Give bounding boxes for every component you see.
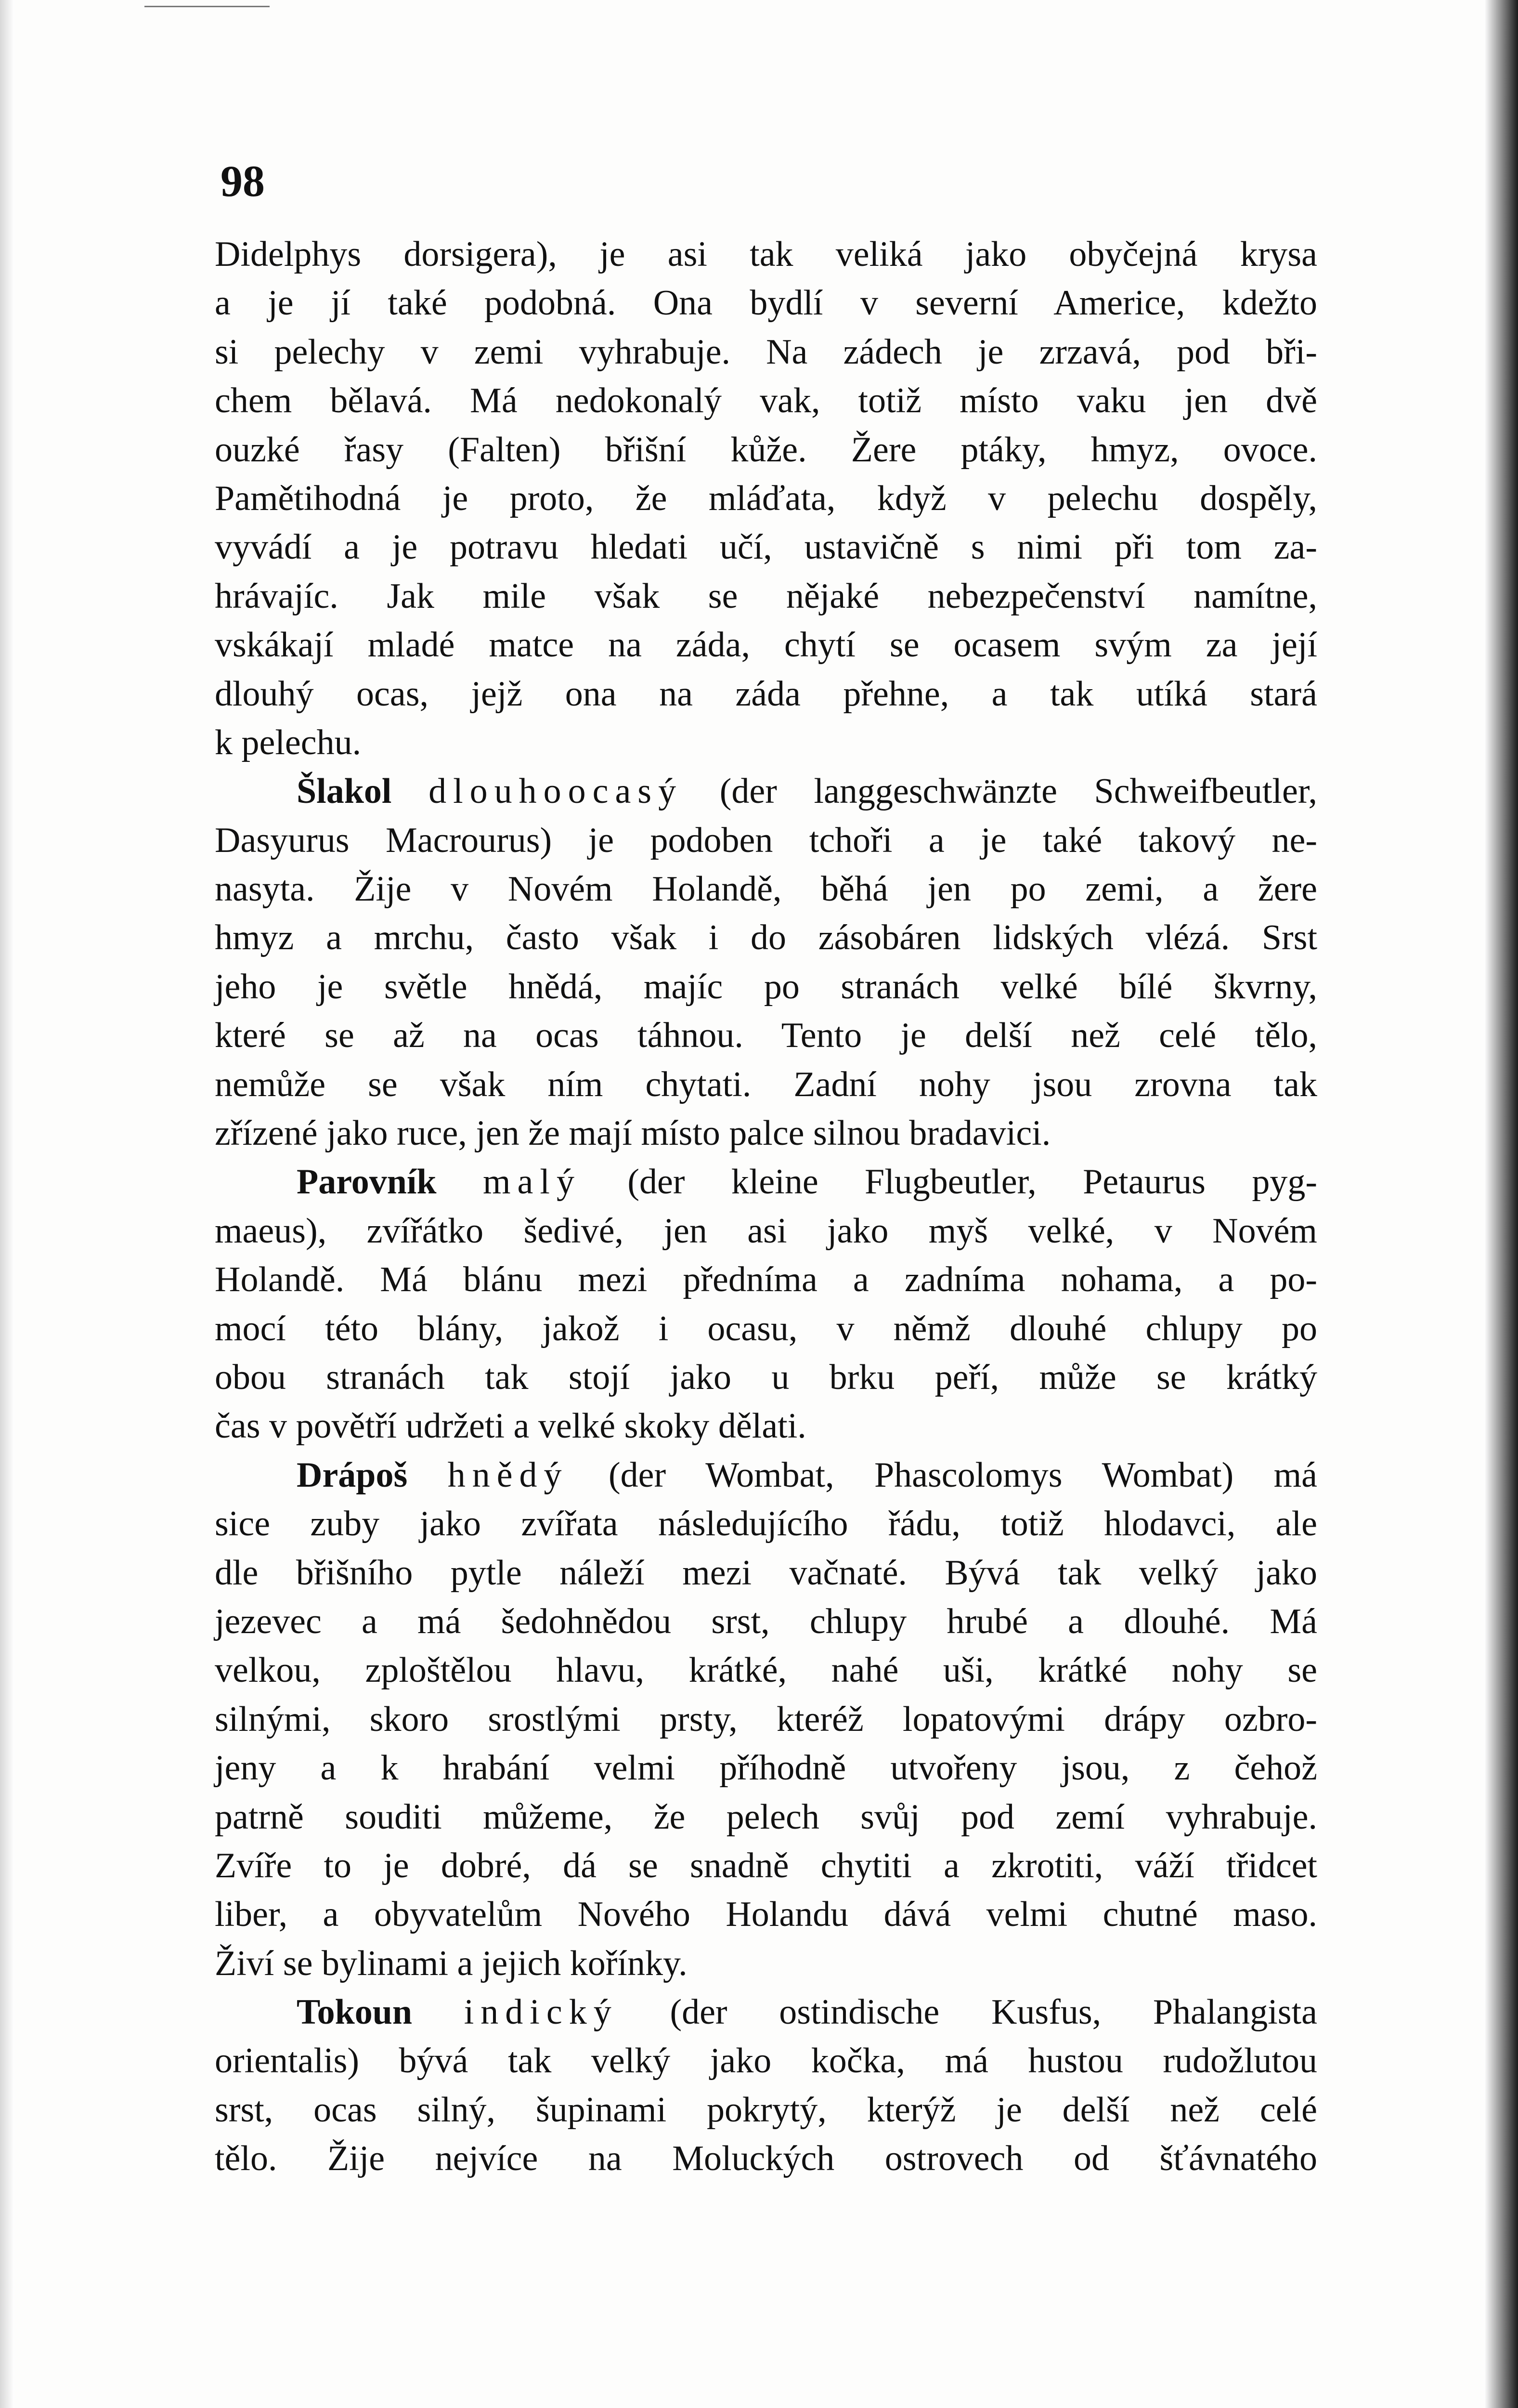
text-line: tělo. Žije nejvíce na Moluckých ostrovech od šťávnatého <box>215 2139 1317 2179</box>
body-text <box>215 230 1317 2184</box>
text-line: orientalis) bývá tak velký jako kočka, má hustou rudožlutou <box>215 2041 1317 2081</box>
text-line: k pelechu. <box>215 722 362 762</box>
text-line: nemůže se však ním chytati. Zadní nohy jsou zrovna tak <box>215 1064 1317 1104</box>
text-line: srst, ocas silný, šupinami pokrytý, kterýž je delší než celé <box>215 2090 1317 2130</box>
text-line: a je jí také podobná. Ona bydlí v severní Americe, kdežto <box>215 283 1317 323</box>
text-line: nasyta. Žije v Novém Holandě, běhá jen po zemi, a žere <box>215 869 1317 909</box>
entry-descriptor: indický <box>464 1992 618 2032</box>
entry-heading-line: Tokoun indický (der ostindische Kusfus, Phalangista <box>297 1992 1318 2032</box>
text-line: liber, a obyvatelům Nového Holandu dává velmi chutné maso. <box>215 1895 1317 1935</box>
text-line: zřízené jako ruce, jen že mají místo palce silnou bradavici. <box>215 1113 1051 1153</box>
text-line: hmyz a mrchu, často však i do zásobáren lidských vlézá. Srst <box>215 918 1317 958</box>
text-line: vyvádí a je potravu hledati učí, ustavičně s nimi při tom za- <box>215 527 1317 567</box>
scan-edge-shadow <box>1484 0 1518 2408</box>
entry-name: Tokoun <box>297 1992 413 2032</box>
entry-name: Šlakol <box>297 772 392 811</box>
scan-left-margin <box>0 0 14 2408</box>
text-line: Didelphys dorsigera), je asi tak veliká jako obyčejná krysa <box>215 235 1317 274</box>
text-line: vskákají mladé matce na záda, chytí se ocasem svým za její <box>215 625 1317 665</box>
entry-heading-line: Parovník malý (der kleine Flugbeutler, Petaurus pyg- <box>297 1162 1318 1202</box>
text-line: Zvíře to je dobré, dá se snadně chytiti a zkrotiti, váží třidcet <box>215 1845 1317 1885</box>
text-line: jeho je světle hnědá, majíc po stranách velké bílé škvrny, <box>215 967 1317 1007</box>
text-line: silnými, skoro srostlými prsty, kteréž lopatovými drápy ozbro- <box>215 1699 1317 1739</box>
text-line: patrně souditi můžeme, že pelech svůj pod zemí vyhrabuje. <box>215 1797 1317 1837</box>
text-line: sice zuby jako zvířata následujícího řádu, totiž hlodavci, ale <box>215 1504 1317 1544</box>
text-line: maeus), zvířátko šedivé, jen asi jako myš velké, v Novém <box>215 1211 1317 1251</box>
text-line: dlouhý ocas, jejž ona na záda přehne, a tak utíká stará <box>215 674 1317 714</box>
entry-descriptor: hnědý <box>447 1455 569 1495</box>
text-line: jezevec a má šedohnědou srst, chlupy hrubé a dlouhé. Má <box>215 1601 1317 1641</box>
text-line: chem bělavá. Má nedokonalý vak, totiž místo vaku jen dvě <box>215 381 1317 421</box>
entry-name: Drápoš <box>297 1455 408 1495</box>
entry-name: Parovník <box>297 1162 437 1202</box>
entry-descriptor: dlouhoocasý <box>428 772 683 811</box>
text-line: čas v povětří udržeti a velké skoky dělati. <box>215 1406 806 1446</box>
text-line: Pamětihodná je proto, že mláďata, když v pelechu dospěly, <box>215 478 1317 518</box>
text-line: Holandě. Má blánu mezi předníma a zadníma nohama, a po- <box>215 1260 1317 1300</box>
text-line: ouzké řasy (Falten) břišní kůže. Žere ptáky, hmyz, ovoce. <box>215 430 1317 470</box>
text-line: si pelechy v zemi vyhrabuje. Na zádech je zrzavá, pod bři- <box>215 332 1317 372</box>
text-line: velkou, zploštělou hlavu, krátké, nahé uši, krátké nohy se <box>215 1650 1317 1690</box>
entry-heading-line: Šlakol dlouhoocasý (der langgeschwänzte Schweifbeutler, <box>297 772 1318 811</box>
text-line: obou stranách tak stojí jako u brku peří, může se krátký <box>215 1357 1317 1397</box>
text-line: mocí této blány, jakož i ocasu, v němž dlouhé chlupy po <box>215 1309 1317 1348</box>
text-line: hrávajíc. Jak mile však se nějaké nebezpečenství namítne, <box>215 576 1317 616</box>
entry-heading-line: Drápoš hnědý (der Wombat, Phascolomys Wombat) má <box>297 1455 1318 1495</box>
entry-descriptor: malý <box>482 1162 581 1202</box>
text-line: které se až na ocas táhnou. Tento je delší než celé tělo, <box>215 1016 1317 1056</box>
scan-top-mark <box>144 0 270 7</box>
page-number: 98 <box>221 157 265 206</box>
text-line: jeny a k hrabání velmi příhodně utvořeny jsou, z čehož <box>215 1748 1317 1788</box>
text-line: dle břišního pytle náleží mezi vačnaté. Bývá tak velký jako <box>215 1553 1317 1593</box>
text-line: Živí se bylinami a jejich kořínky. <box>215 1943 688 1983</box>
text-line: Dasyurus Macrourus) je podoben tchoři a je také takový ne- <box>215 820 1317 860</box>
